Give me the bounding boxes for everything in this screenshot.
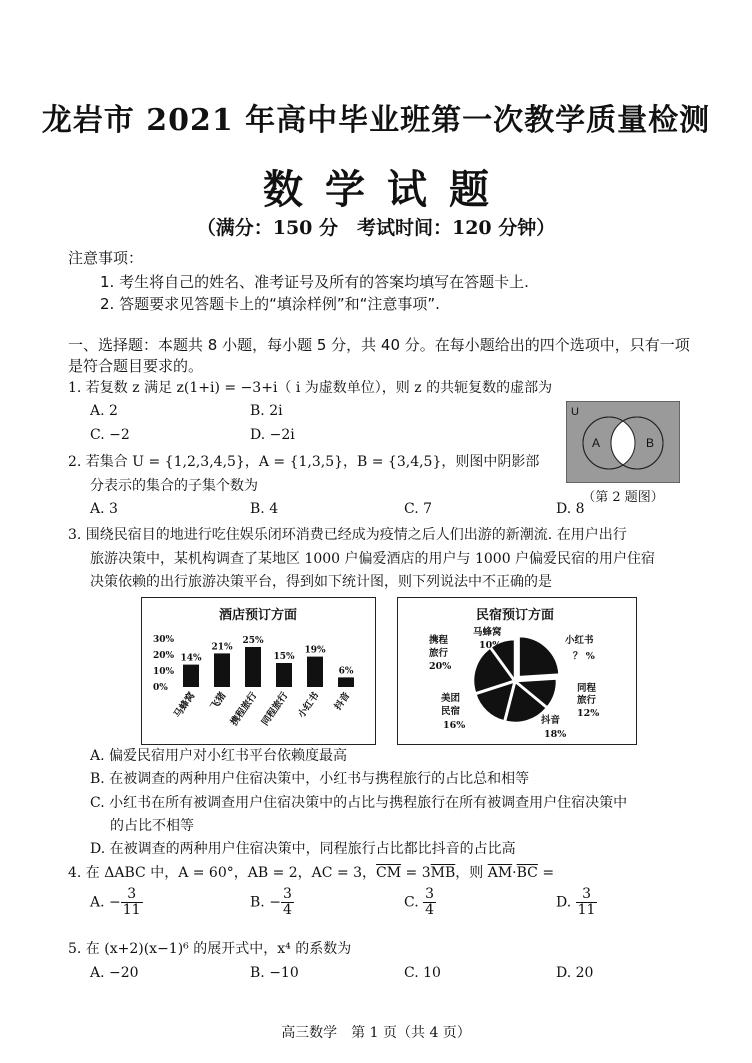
bar-category-label: 携程旅行 [228, 690, 260, 728]
q5-option-d: D. 20 [556, 965, 594, 981]
q5-stem: 5. 在 (x+2)(x−1)⁶ 的展开式中，x⁴ 的系数为 [68, 941, 352, 957]
q3-option-c-line2: 的占比不相等 [110, 818, 194, 834]
pie-label-ctrip-name1: 携程 [429, 635, 449, 646]
pie-label-ctrip-name2: 旅行 [429, 648, 449, 659]
q4-option-c: C. $\frac{3}{4}$ [404, 886, 435, 918]
pie-label-meituan-name1: 美团 [441, 693, 461, 704]
bar-value-label: 19% [304, 645, 326, 656]
bar-category-label: 抖音 [332, 690, 353, 713]
pie-label-mafengwo-value: 10% [479, 640, 502, 651]
bar-category-label: 飞猪 [208, 690, 229, 713]
bar-value-label: 21% [211, 642, 233, 653]
q3-option-b: B. 在被调查的两种用户住宿决策中，小红书与携程旅行的占比总和相等 [90, 771, 530, 787]
q1-stem: 1. 若复数 z 满足 z(1+i) = −3+i（ i 为虚数单位），则 z 的共轭复数的虚部为 [68, 380, 553, 396]
subject-title: 数学试题 [263, 166, 511, 213]
q3-stem-line2: 旅游决策中，某机构调查了某地区 1000 户偏爱酒店的用户与 1000 户偏爱民宿的用户住宿 [90, 551, 656, 567]
q3-stem-line1: 3. 围绕民宿目的地进行吃住娱乐闭环消费已经成为疫情之后人们出游的新潮流. 在用户出行 [68, 527, 627, 543]
q2-stem-line1: 2. 若集合 U = {1,2,3,4,5}，A = {1,3,5}，B = {3,4,5}，则图中阴影部 [68, 454, 540, 470]
q4-stem: 4. 在 ΔABC 中，A = 60°，AB = 2，AC = 3，$\overline{CM} = 3\overline{MB}$，则 $\overline{AM}\cdot\overline{BC}$ = [68, 865, 555, 881]
homestay-booking-pie-chart [397, 597, 637, 745]
bar-category-label: 马蜂窝 [172, 690, 198, 721]
pie-label-tongcheng-name1: 同程 [577, 683, 597, 694]
pie-label-tongcheng-value: 12% [577, 708, 600, 719]
notice-item-1: 1. 考生将自己的姓名、准考证号及所有的答案均填写在答题卡上. [100, 273, 529, 291]
q5-option-a: A. −20 [90, 965, 139, 981]
notice-item-2: 2. 答题要求见答题卡上的“填涂样例”和“注意事项”. [100, 295, 440, 313]
bar-ytick-label: 10% [153, 667, 175, 677]
bar-1 [183, 665, 199, 687]
q2-option-d: D. 8 [556, 501, 585, 517]
q3-option-d: D. 在被调查的两种用户住宿决策中，同程旅行占比都比抖音的占比高 [90, 841, 516, 857]
bar-ytick-label: 30% [153, 635, 175, 645]
bar-value-label: 25% [242, 636, 264, 646]
q3-option-c-line1: C. 小红书在所有被调查用户住宿决策中的占比与携程旅行在所有被调查用户住宿决策中 [90, 795, 628, 811]
pie-label-douyin-name: 抖音 [541, 715, 561, 726]
q3-stem-line3: 决策依赖的出行旅游决策平台，得到如下统计图，则下列说法中不正确的是 [90, 574, 552, 590]
q2-option-b: B. 4 [250, 501, 279, 517]
hotel-booking-bar-chart [141, 597, 376, 745]
pie-label-meituan-name2: 民宿 [441, 706, 461, 717]
exam-meta: （满分：150 分 考试时间：120 分钟） [196, 217, 556, 239]
pie-label-tongcheng-name2: 旅行 [577, 695, 597, 706]
venn-label-u: U [571, 406, 579, 418]
bar-value-label: 6% [338, 666, 354, 677]
q4-option-b: B. − $\frac{3}{4}$ [250, 886, 292, 918]
figure-2-caption: （第 2 题图） [582, 490, 664, 505]
bar-6 [338, 677, 354, 687]
q2-stem-line2: 分表示的集合的子集个数为 [90, 478, 258, 494]
q1-option-c: C. −2 [90, 427, 130, 443]
bar-category-label: 同程旅行 [259, 690, 291, 728]
section-heading: 一、选择题：本题共 8 小题，每小题 5 分，共 40 分。在每小题给出的四个选项中，只有一项是符合题目要求的。 [68, 336, 690, 375]
bar-2 [214, 653, 230, 687]
q2-option-c: C. 7 [404, 501, 433, 517]
q4-option-a: A. − $\frac{3}{11}$ [90, 886, 141, 918]
venn-label-a: A [592, 436, 601, 450]
bar-chart-title: 酒店预订方面 [218, 608, 298, 623]
pie-label-ctrip-value: 20% [429, 661, 452, 672]
q5-option-c: C. 10 [404, 965, 441, 981]
venn-diagram [566, 401, 680, 483]
q4-option-d: D. $\frac{3}{11}$ [556, 886, 596, 918]
bar-ytick-label: 20% [153, 651, 175, 661]
q1-option-a: A. 2 [90, 403, 118, 419]
notice-heading: 注意事项： [68, 249, 144, 267]
q1-option-d: D. −2i [250, 427, 295, 443]
pie-label-meituan-value: 16% [443, 720, 466, 731]
page-footer: 高三数学 第 1 页（共 4 页） [281, 1025, 471, 1041]
bar-ytick-label: 0% [153, 683, 168, 693]
pie-label-mafengwo-name: 马蜂窝 [473, 627, 502, 638]
bar-value-label: 15% [273, 652, 295, 662]
exam-title: 龙岩市 2021 年高中毕业班第一次教学质量检测 [41, 103, 711, 138]
q3-option-a: A. 偏爱民宿用户对小红书平台依赖度最高 [90, 748, 348, 764]
bar-3 [245, 647, 261, 687]
pie-label-douyin-value: 18% [544, 729, 567, 740]
q1-option-b: B. 2i [250, 403, 283, 419]
bar-4 [276, 663, 292, 687]
bar-value-label: 14% [180, 653, 202, 664]
q5-option-b: B. −10 [250, 965, 299, 981]
pie-label-xiaohongshu-name: 小红书 [565, 635, 594, 646]
pie-chart-title: 民宿预订方面 [475, 608, 555, 623]
pie-label-xiaohongshu-value: ？ % [573, 651, 595, 662]
bar-category-label: 小红书 [296, 690, 322, 721]
bar-5 [307, 657, 323, 687]
q2-option-a: A. 3 [90, 501, 118, 517]
venn-label-b: B [646, 436, 655, 450]
